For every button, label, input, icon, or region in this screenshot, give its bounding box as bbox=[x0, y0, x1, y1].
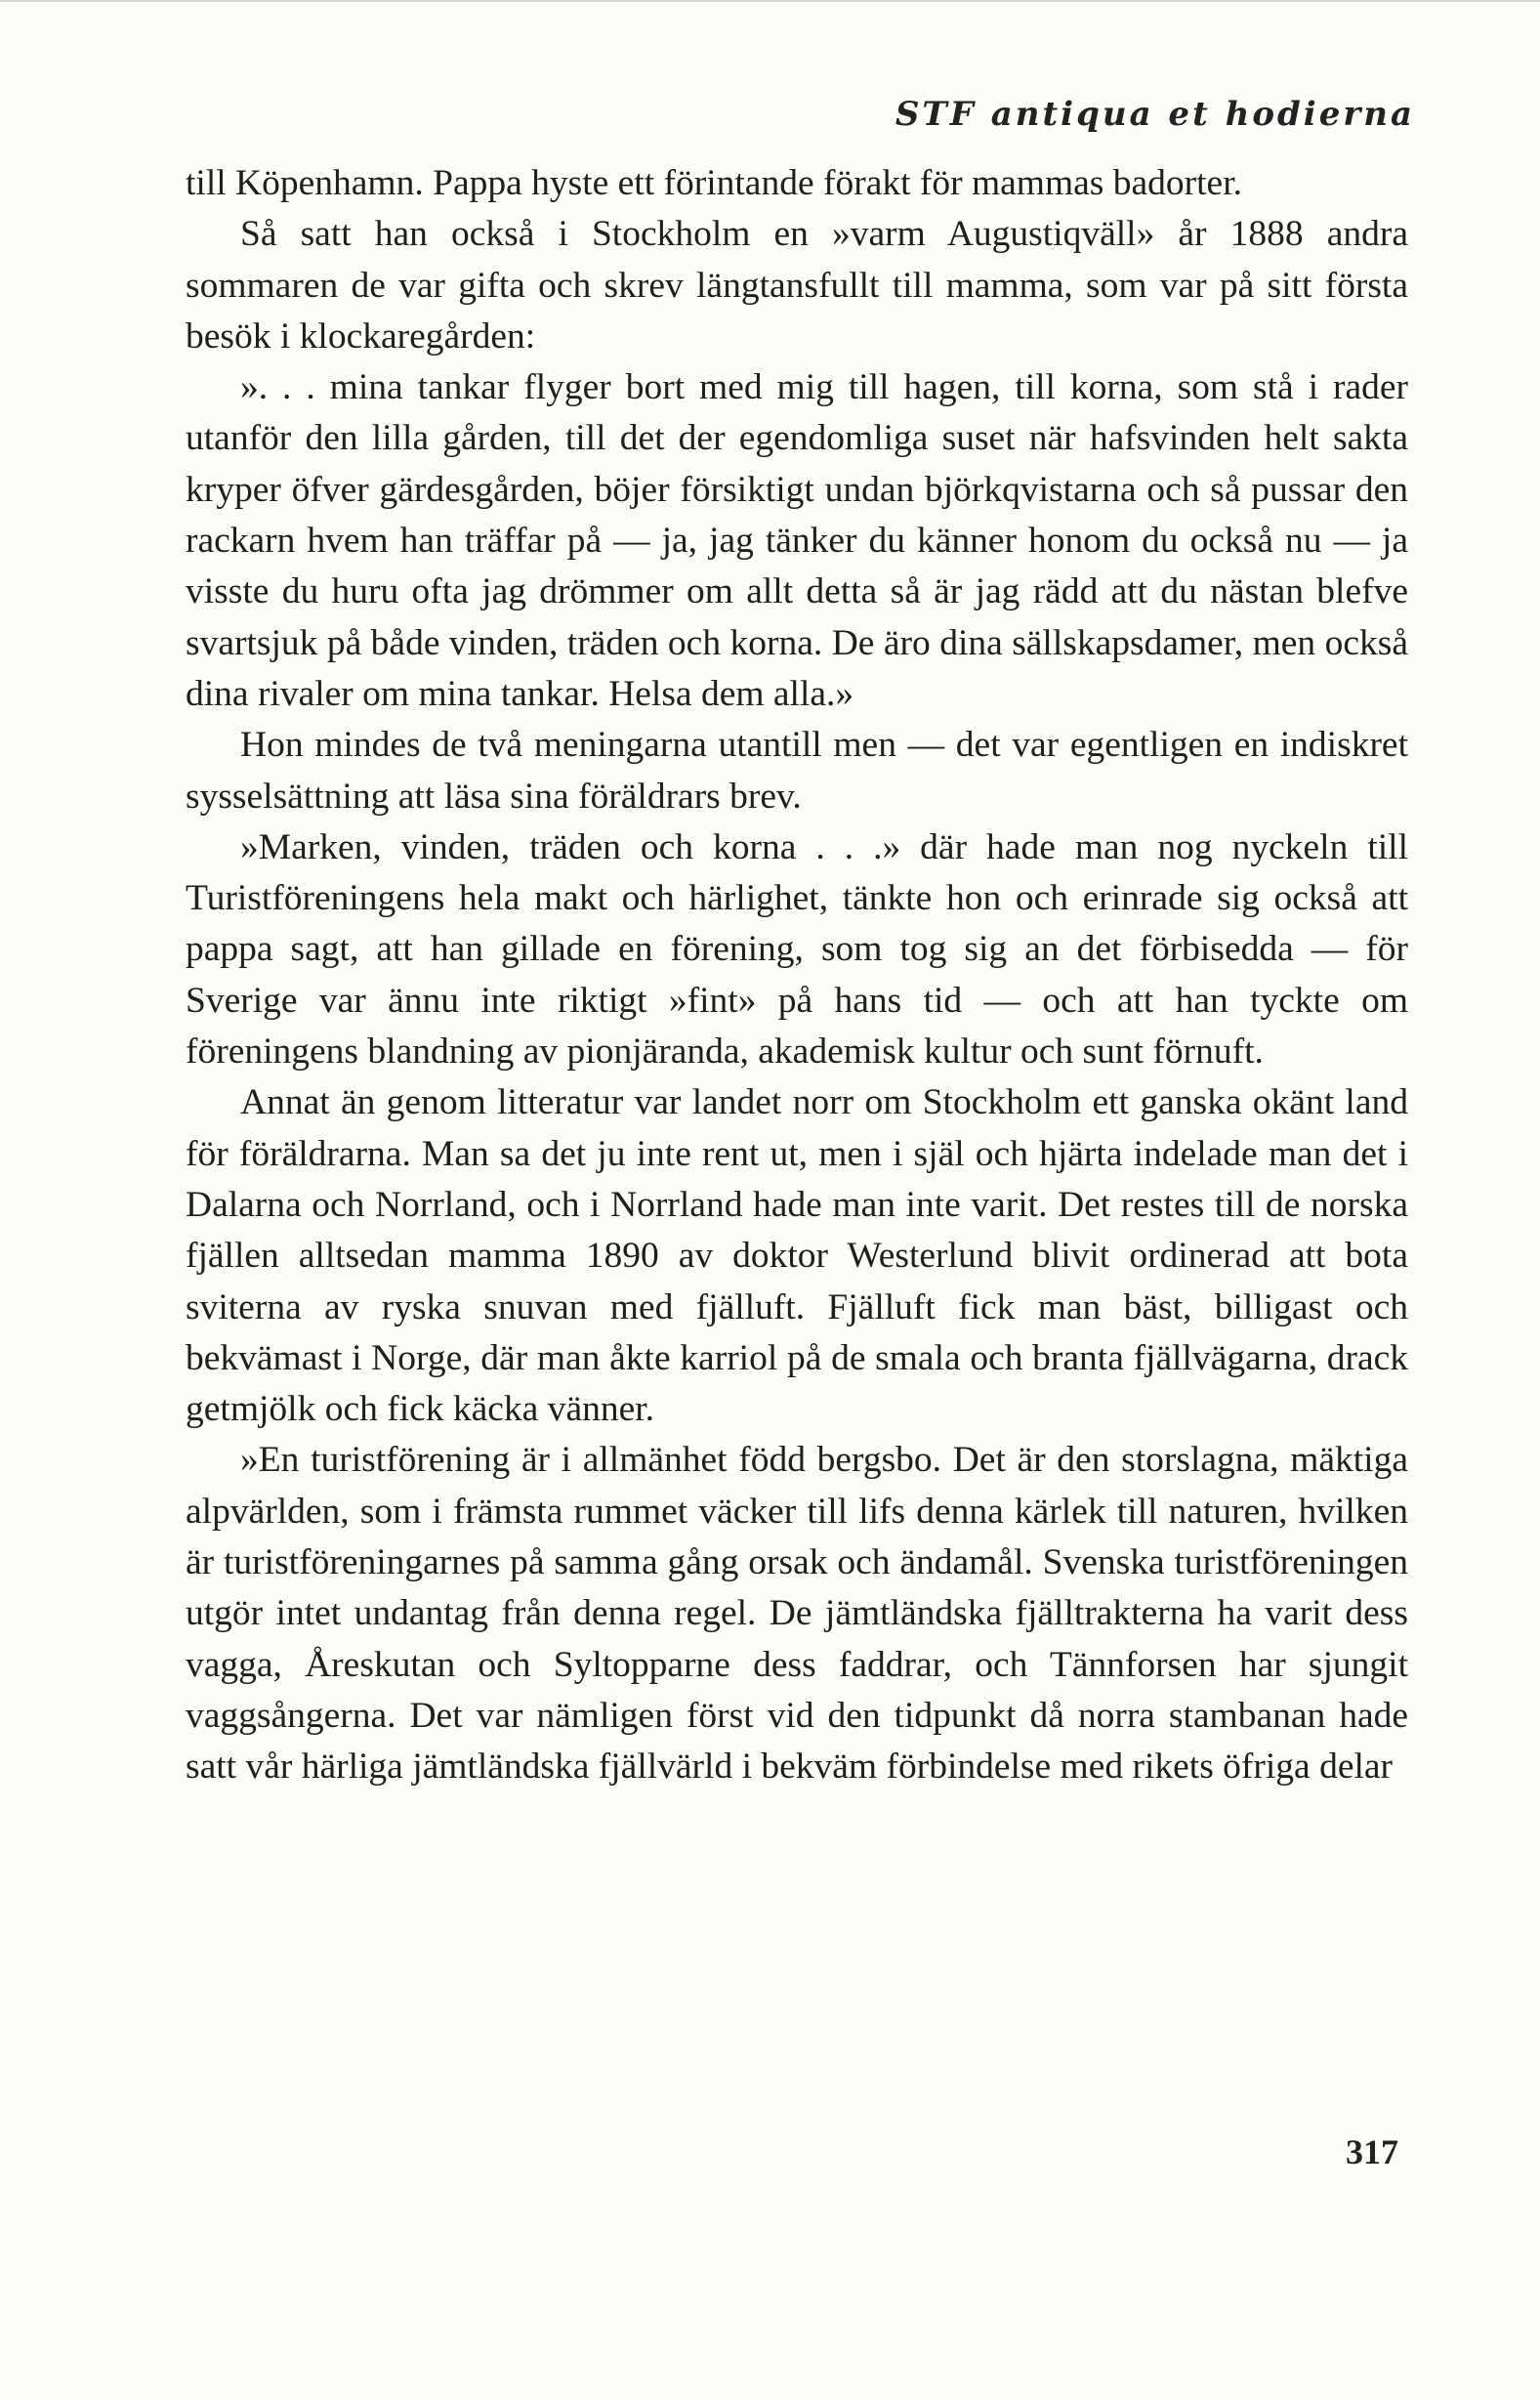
paragraph: Hon mindes de två meningarna utantill men — det var egentligen en indiskret sysselsättning att läsa sina föräldrars brev. bbox=[186, 725, 1408, 817]
paragraph: till Köpenhamn. Pappa hyste ett förintande förakt för mammas badorter. bbox=[186, 163, 1242, 203]
page-number: 317 bbox=[1346, 2132, 1398, 2171]
running-head: STF antiqua et hodierna bbox=[895, 95, 1415, 134]
body-text bbox=[186, 158, 1408, 1793]
quoted-letter-paragraph: ». . . mina tankar flyger bort med mig till hagen, till korna, som stå i rader utanför den lilla gården, till det der egendomliga suset när hafsvinden helt sakta kryper öfver gärdesgården, böjer försiktigt undan björkqvistarna och så pussar den rackarn hvem han träffar på — ja, jag tänker du känner honom du också nu — ja visste du huru ofta jag drömmer om allt detta så är jag rädd att du nästan blefve svartsjuk på både vinden, träden och korna. De äro dina sällskapsdamer, men också dina rivaler om mina tankar. Helsa dem alla.» bbox=[186, 367, 1408, 714]
paragraph: »Marken, vinden, träden och korna . . .» där hade man nog nyckeln till Turistföreningens hela makt och härlighet, tänkte hon och erinrade sig också att pappa sagt, att han gillade en förening, som tog sig an det förbisedda — för Sverige var ännu inte riktigt »fint» på hans tid — och att han tyckte om föreningens blandning av pionjäranda, akademisk kultur och sunt förnuft. bbox=[186, 826, 1408, 1073]
paragraph: Så satt han också i Stockholm en »varm Augustiqväll» år 1888 andra sommaren de var gifta och skrev längtansfullt till mamma, som var på sitt första besök i klockaregården: bbox=[186, 214, 1408, 357]
paragraph: »En turistförening är i allmänhet född bergsbo. Det är den storslagna, mäktiga alpvärlden, som i främsta rummet väcker till lifs denna kärlek till naturen, hvilken är turistföreningarnes på samma gång orsak och ändamål. Svenska turistföreningen utgör intet undantag från denna regel. De jämtländska fjälltrakterna ha varit dess vagga, Åreskutan och Syltopparne dess faddrar, och Tännforsen har sjungit vaggsångerna. Det var nämligen först vid den tidpunkt då norra stambanan hade satt vår härliga jämtländska fjällvärld i bekväm förbindelse med rikets öfriga delar bbox=[186, 1440, 1408, 1788]
paragraph: Annat än genom litteratur var landet norr om Stockholm ett ganska okänt land för föräldrarna. Man sa det ju inte rent ut, men i själ och hjärta indelade man det i Dalarna och Norrland, och i Norrland hade man inte varit. Det restes till de norska fjällen alltsedan mamma 1890 av doktor Westerlund blivit ordinerad att bota sviterna av ryska snuvan med fjälluft. Fjälluft fick man bäst, billigast och bekvämast i Norge, där man åkte karriol på de smala och branta fjällvägarna, drack getmjölk och fick käcka vänner. bbox=[186, 1082, 1408, 1430]
